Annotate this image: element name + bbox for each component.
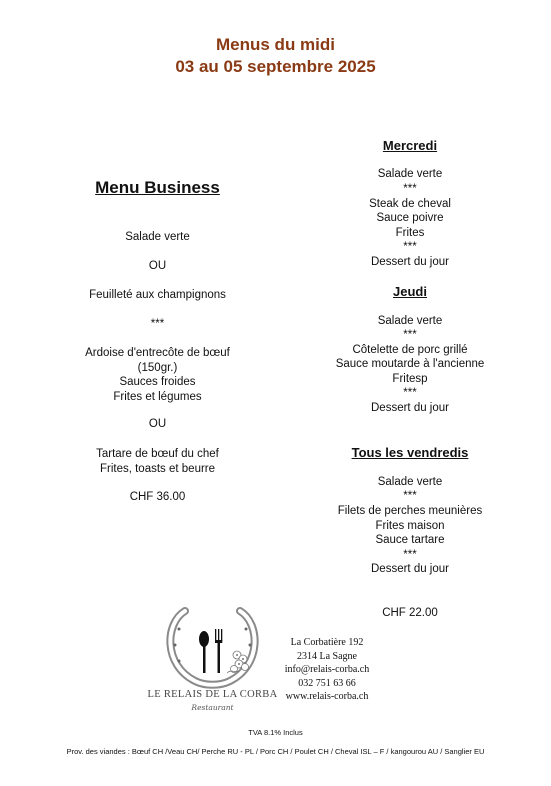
phone-number: 032 751 63 66 bbox=[298, 677, 356, 689]
title-line-2: 03 au 05 septembre 2025 bbox=[175, 57, 376, 76]
day-line: Frites bbox=[395, 227, 425, 239]
business-line: Frites et légumes bbox=[113, 391, 202, 403]
meat-provenance: Prov. des viandes : Bœuf CH /Veau CH/ Perche RU - PL / Porc CH / Poulet CH / Cheval ISL – F / kangourou AU / Sanglier EU bbox=[66, 747, 485, 756]
address-line-2: 2314 La Sagne bbox=[297, 650, 357, 662]
business-line: (150gr.) bbox=[137, 362, 178, 374]
business-line: Salade verte bbox=[125, 231, 190, 243]
contact-block bbox=[262, 636, 392, 704]
business-line: OU bbox=[148, 260, 167, 272]
horseshoe-fork-spoon-icon bbox=[155, 603, 270, 718]
business-line: Ardoise d'entrecôte de bœuf bbox=[85, 347, 230, 359]
day-line: Côtelette de porc grillé bbox=[352, 344, 468, 356]
day-line: Salade verte bbox=[377, 476, 443, 488]
business-line: Frites, toasts et beurre bbox=[99, 463, 216, 475]
business-line: Feuilleté aux champignons bbox=[89, 289, 226, 301]
day-line: *** bbox=[403, 183, 417, 195]
day-line: Filets de perches meunières bbox=[337, 505, 483, 517]
business-price: CHF 36.00 bbox=[129, 491, 186, 503]
day-line: Dessert du jour bbox=[371, 402, 449, 414]
day-heading-jeudi: Jeudi bbox=[393, 284, 427, 299]
day-line: Salade verte bbox=[377, 315, 443, 327]
business-line: *** bbox=[150, 318, 165, 330]
day-line: *** bbox=[403, 387, 417, 399]
day-line: *** bbox=[403, 490, 417, 502]
day-line: Steak de cheval bbox=[369, 198, 451, 210]
day-line: Dessert du jour bbox=[371, 563, 449, 575]
email-link[interactable]: info@relais-corba.ch bbox=[284, 664, 370, 675]
website-link[interactable]: www.relais-corba.ch bbox=[285, 691, 369, 702]
daily-price: CHF 22.00 bbox=[382, 607, 438, 619]
day-line: Fritesp bbox=[392, 373, 428, 385]
day-line: *** bbox=[403, 241, 417, 253]
address-line-1: La Corbatière 192 bbox=[290, 637, 364, 648]
day-line: Dessert du jour bbox=[371, 256, 449, 268]
day-line: Sauce moutarde à l'ancienne bbox=[335, 358, 485, 370]
day-line: Sauce tartare bbox=[375, 534, 445, 546]
page-title bbox=[0, 34, 551, 78]
business-menu-heading: Menu Business bbox=[95, 178, 220, 197]
tva-note: TVA 8.1% Inclus bbox=[248, 728, 303, 737]
day-line: Sauce poivre bbox=[376, 212, 444, 224]
day-line: Salade verte bbox=[377, 168, 443, 180]
business-line: Sauces froides bbox=[119, 376, 196, 388]
title-line-1: Menus du midi bbox=[216, 35, 335, 54]
day-line: *** bbox=[403, 549, 417, 561]
day-line: Frites maison bbox=[375, 520, 445, 532]
restaurant-subtitle: Restaurant bbox=[191, 703, 234, 712]
business-line: Tartare de bœuf du chef bbox=[96, 448, 219, 460]
business-line: OU bbox=[148, 418, 167, 430]
day-heading-mercredi: Mercredi bbox=[382, 138, 438, 153]
day-line: *** bbox=[403, 329, 417, 341]
day-heading-vendredis: Tous les vendredis bbox=[351, 445, 469, 460]
restaurant-name: LE RELAIS DE LA CORBA bbox=[147, 689, 278, 700]
